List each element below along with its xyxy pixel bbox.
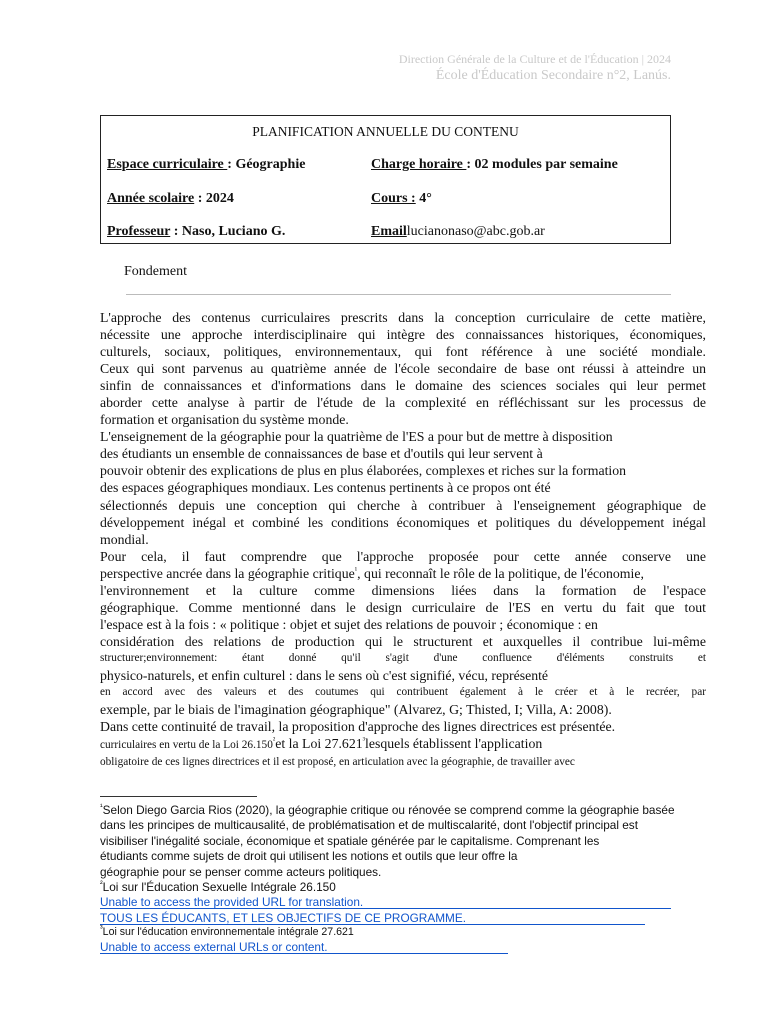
section-divider xyxy=(126,294,671,295)
footnote-1-line: dans les principes de multicausalité, de problématisation et de multiscalarité, dont l'objectif principal est xyxy=(100,818,638,833)
footnote-link-row xyxy=(100,911,710,926)
body-line: L'enseignement de la géographie pour la quatrième de l'ES a pour but de mettre à disposition xyxy=(100,429,613,445)
prof-value: : Naso, Luciano G. xyxy=(170,224,286,239)
body-line: sinfin de connaissances et d'informations dans le domaine des sciences sociales qui leur permet xyxy=(100,378,706,394)
footnote-separator xyxy=(100,796,257,797)
planning-title: PLANIFICATION ANNUELLE DU CONTENU xyxy=(252,124,519,139)
footnote-text: Loi sur l'Éducation Sexuelle Intégrale 26.150 xyxy=(102,880,336,895)
footnote-1-line: visibiliser l'inégalité sociale, économique et spatiale générée par le capitalisme. Comprenant les xyxy=(100,833,600,848)
body-line: développement inégal et combiné les conditions économiques et politiques du développement inégal xyxy=(100,514,706,530)
body-line: Dans cette continuité de travail, la proposition d'approche des lignes directrices est présentée. xyxy=(100,719,616,735)
annee-label: Année scolaire xyxy=(107,191,195,206)
body-line: l'environnement et la culture comme dimensions liées dans la formation de l'espace xyxy=(100,582,706,598)
charge-horaire xyxy=(371,157,618,173)
body-line: Pour cela, il faut comprendre que l'approche proposée pour cette année conserve une xyxy=(100,548,706,564)
section-title: Fondement xyxy=(124,264,187,279)
body-fragment: , qui reconnaît le rôle de la politique, de l'économie, xyxy=(357,565,644,581)
body-line: structurer;environnement: étant donné qu'il s'agit d'une confluence d'éléments construits et xyxy=(100,651,706,664)
footnote-3-marker: ³ xyxy=(100,923,103,933)
body-line: mondial. xyxy=(100,531,149,547)
body-line: sélectionnés depuis une conception qui cherche à contribuer à l'enseignement géographique de xyxy=(100,497,706,513)
footnote-3 xyxy=(100,923,710,940)
body-line: L'approche des contenus curriculaires prescrits dans la conception curriculaire de cette matière, xyxy=(100,310,706,325)
header-line-1: Direction Générale de la Culture et de l'Éducation | 2024 xyxy=(398,52,671,66)
body-line: exemple, par le biais de l'imagination géographique" (Alvarez, G; Thisted, I; Villa, A: 2008). xyxy=(100,702,612,718)
espace-value: : Géographie xyxy=(227,157,306,172)
body-line: des étudiants un ensemble de connaissances de base et d'outils qui leur servent à xyxy=(100,446,543,462)
body-line xyxy=(100,565,706,582)
body-line xyxy=(100,735,706,754)
footnote-link-2[interactable]: TOUS LES ÉDUCANTS, ET LES OBJECTIFS DE CE PROGRAMME. xyxy=(100,912,645,925)
annee-scolaire xyxy=(107,191,234,207)
footnote-1-marker: ¹ xyxy=(100,802,103,812)
document-header xyxy=(399,52,671,85)
footnote-link-3[interactable]: Unable to access external URLs or content. xyxy=(100,941,508,954)
body-line: géographique. Comme mentionné dans le design curriculaire de l'ES en vertu du fait que tout xyxy=(100,599,706,615)
body-line: aborder cette analyse à partir de l'étude de la complexité en réfléchissant sur les processus de xyxy=(100,395,706,411)
footnote-2 xyxy=(100,880,710,895)
footnote-1-line: géographie pour se penser comme acteurs politiques. xyxy=(100,864,382,879)
body-line: des espaces géographiques mondiaux. Les contenus pertinents à ce propos ont été xyxy=(100,480,551,496)
body-line: formation et organisation du système monde. xyxy=(100,412,349,428)
body-line: physico-naturels, et enfin culturel : dans le sens où c'est signifié, vécu, représenté xyxy=(100,667,549,683)
footnote-1-line xyxy=(100,803,710,818)
footnote-ref-3: ³ xyxy=(362,735,366,745)
footnote-text: Selon Diego Garcia Rios (2020), la géographie critique ou rénovée se comprend comme la géographie basée xyxy=(102,803,675,817)
professeur xyxy=(107,224,285,240)
cours-label: Cours : xyxy=(371,191,416,206)
body-fragment: curriculaires en vertu de la Loi 26.150 xyxy=(100,739,273,752)
body-fragment: lesquels établissent l'application xyxy=(365,736,543,752)
body-fragment: perspective ancrée dans la géographie critique xyxy=(100,565,355,581)
footnote-ref-1: ¹ xyxy=(354,565,358,575)
body-fragment: et la Loi 27.621 xyxy=(275,736,363,752)
espace-curriculaire xyxy=(107,157,305,173)
charge-value: : 02 modules par semaine xyxy=(466,157,618,172)
body-line: en accord avec des valeurs et des coutumes qui contribuent également à le créer et à le recréer, par xyxy=(100,686,706,699)
body-line: l'espace est à la fois : « politique : objet et sujet des relations de pouvoir ; économique : en xyxy=(100,616,598,632)
body-line: obligatoire de ces lignes directrices et il est proposé, en articulation avec la géographie, de travailler avec xyxy=(100,756,575,769)
footnote-ref-2: ² xyxy=(272,735,276,745)
body-text xyxy=(100,309,706,771)
body-line: Ceux qui sont parvenus au quatrième année de l'école secondaire de base ont réussi à atteindre un xyxy=(100,361,706,377)
cours xyxy=(371,191,432,207)
email-label: Email xyxy=(371,224,407,239)
footnote-1-line: étudiants comme sujets de droit qui utilisent les notions et outils que leur offre la xyxy=(100,849,518,864)
header-line-2: École d'Éducation Secondaire n°2, Lanús. xyxy=(435,68,671,83)
annee-value: : 2024 xyxy=(194,191,234,206)
footnote-link-row xyxy=(100,895,710,910)
body-line: culturels, sociaux, politiques, environnementaux, qui font référence à une société mondiale. xyxy=(100,344,706,360)
footnote-link-row xyxy=(100,940,710,955)
body-line: considération des relations de production qui le structurent et auxquelles il contribue lui-même xyxy=(100,633,706,649)
footnotes xyxy=(100,803,710,955)
charge-label: Charge horaire xyxy=(371,157,467,172)
email xyxy=(371,224,545,240)
cours-value: 4° xyxy=(415,191,432,206)
footnote-2-marker: ² xyxy=(100,879,103,889)
info-box xyxy=(100,115,671,244)
footnote-link-1[interactable]: Unable to access the provided URL for translation. xyxy=(100,896,671,909)
prof-label: Professeur xyxy=(107,224,171,239)
email-value: lucianonaso@abc.gob.ar xyxy=(406,224,545,239)
espace-label: Espace curriculaire xyxy=(107,157,228,172)
body-line: nécessite une approche interdisciplinaire qui intègre des connaissances historiques, économiques, xyxy=(100,327,706,343)
footnote-text: Loi sur l'éducation environnementale intégrale 27.621 xyxy=(102,926,354,939)
body-line: pouvoir obtenir des explications de plus en plus élaborées, complexes et riches sur la formation xyxy=(100,463,627,479)
